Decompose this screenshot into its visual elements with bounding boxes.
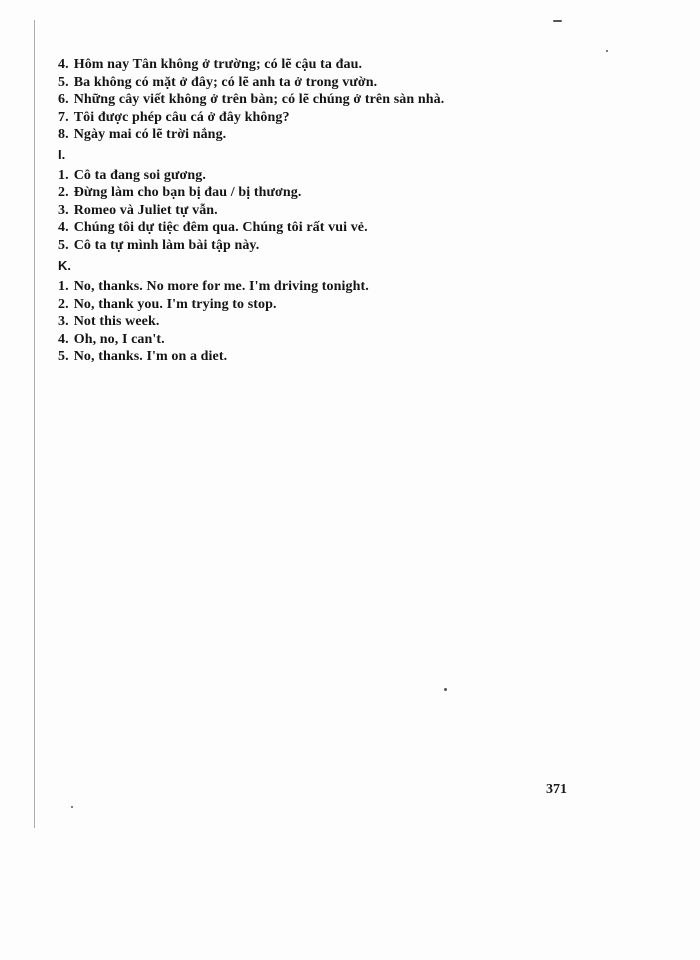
list-item: 1. No, thanks. No more for me. I'm driving tonight. (58, 279, 369, 294)
list-item: 2. Đừng làm cho bạn bị đau / bị thương. (58, 185, 302, 200)
list-item: 4. Chúng tôi dự tiệc đêm qua. Chúng tôi rất vui vẻ. (58, 220, 368, 235)
section-k (58, 257, 618, 366)
list-item: 2. No, thank you. I'm trying to stop. (58, 296, 277, 312)
list-item: 3. Romeo và Juliet tự vẫn. (58, 202, 218, 218)
list-item: 1. Cô ta đang soi gương. (58, 167, 206, 183)
section-label-k: K. (58, 258, 71, 273)
scan-speck (606, 50, 608, 52)
section-i (58, 146, 618, 255)
list-item: 5. Ba không có mặt ở đây; có lẽ anh ta ở trong vườn. (58, 74, 378, 90)
page-number: 371 (546, 782, 567, 797)
section-continued (58, 56, 618, 144)
list-item: 4. Oh, no, I can't. (58, 331, 165, 347)
list-item: 4. Hôm nay Tân không ở trường; có lẽ cậu ta đau. (58, 57, 363, 72)
scan-speck (553, 20, 562, 22)
list-item: 5. Cô ta tự mình làm bài tập này. (58, 237, 260, 253)
section-label-i: I. (58, 146, 66, 162)
list-item: 8. Ngày mai có lẽ trời nắng. (58, 127, 227, 142)
scan-speck (71, 806, 73, 808)
scan-speck (444, 688, 447, 691)
binding-edge (34, 20, 35, 828)
list-item: 7. Tôi được phép câu cá ở đây không? (58, 109, 290, 125)
list-item: 5. No, thanks. I'm on a diet. (58, 349, 228, 364)
answer-key (58, 56, 618, 366)
list-item: 6. Những cây viết không ở trên bàn; có lẽ chúng ở trên sàn nhà. (58, 92, 445, 107)
list-item: 3. Not this week. (58, 314, 160, 329)
